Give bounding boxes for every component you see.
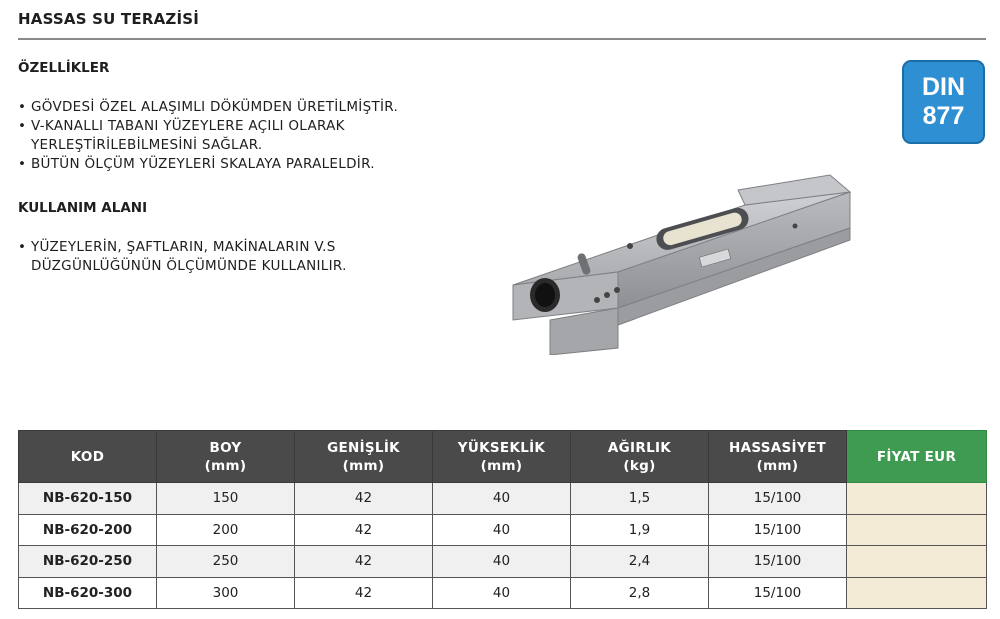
cell-yukseklik: 40: [433, 577, 571, 609]
cell-boy: 150: [157, 483, 295, 515]
column-header-label: FİYAT EUR: [876, 448, 957, 465]
column-header-fiyat: [847, 431, 987, 483]
column-header-label: YÜKSEKLİK: [457, 439, 546, 456]
cell-kod: NB-620-300: [19, 577, 157, 609]
column-header-agirlik: [571, 431, 709, 483]
cell-genislik: 42: [295, 546, 433, 578]
column-header-unit: (mm): [480, 457, 523, 474]
table-row: [19, 483, 987, 515]
cell-agirlik: 2,8: [571, 577, 709, 609]
cell-boy: 300: [157, 577, 295, 609]
cell-agirlik: 2,4: [571, 546, 709, 578]
cell-boy: 250: [157, 546, 295, 578]
cell-yukseklik: 40: [433, 546, 571, 578]
cell-boy: 200: [157, 514, 295, 546]
specification-table: [18, 430, 987, 609]
column-header-label: HASSASİYET: [729, 439, 826, 456]
cell-fiyat: [847, 577, 987, 609]
cell-yukseklik: 40: [433, 514, 571, 546]
column-header-label: GENİŞLİK: [327, 439, 400, 456]
column-header-genislik: [295, 431, 433, 483]
column-header-unit: (mm): [342, 457, 385, 474]
features-heading: ÖZELLİKLER: [18, 60, 110, 76]
features-list: [18, 98, 398, 174]
column-header-label: BOY: [209, 439, 242, 456]
usage-heading: KULLANIM ALANI: [18, 200, 148, 216]
usage-item-continued: DÜZGÜNLÜĞÜNÜN ÖLÇÜMÜNDE KULLANILIR.: [31, 258, 347, 274]
cell-hassasiyet: 15/100: [709, 514, 847, 546]
badge-line-2: 877: [922, 102, 965, 130]
precision-level-icon: [505, 150, 855, 355]
cell-fiyat: [847, 546, 987, 578]
din-877-badge: [902, 60, 985, 144]
usage-item: • YÜZEYLERİN, ŞAFTLARIN, MAKİNALARIN V.S: [18, 238, 347, 257]
cell-hassasiyet: 15/100: [709, 483, 847, 515]
cell-yukseklik: 40: [433, 483, 571, 515]
column-header-hassasiyet: [709, 431, 847, 483]
column-header-unit: (kg): [623, 457, 656, 474]
column-header-unit: (mm): [204, 457, 247, 474]
features-item-continued: YERLEŞTİRİLEBİLMESİNİ SAĞLAR.: [31, 137, 263, 153]
cell-agirlik: 1,9: [571, 514, 709, 546]
cell-kod: NB-620-250: [19, 546, 157, 578]
cell-kod: NB-620-150: [19, 483, 157, 515]
column-header-label: AĞIRLIK: [607, 439, 672, 456]
column-header-kod: [19, 431, 157, 483]
badge-line-1: DIN: [921, 73, 966, 101]
cell-genislik: 42: [295, 577, 433, 609]
column-header-yukseklik: [433, 431, 571, 483]
cell-fiyat: [847, 514, 987, 546]
cell-genislik: 42: [295, 483, 433, 515]
cell-hassasiyet: 15/100: [709, 546, 847, 578]
features-item: • V-KANALLI TABANI YÜZEYLERE AÇILI OLARAK: [18, 117, 398, 136]
cell-hassasiyet: 15/100: [709, 577, 847, 609]
cell-kod: NB-620-200: [19, 514, 157, 546]
features-item: • GÖVDESİ ÖZEL ALAŞIMLI DÖKÜMDEN ÜRETİLMİŞTİR.: [18, 98, 398, 117]
table-row: [19, 546, 987, 578]
table-row: [19, 514, 987, 546]
title-divider: [18, 38, 986, 40]
table-header-row: [19, 431, 987, 483]
table-row: [19, 577, 987, 609]
column-header-label: KOD: [70, 448, 105, 465]
page-title: HASSAS SU TERAZİSİ: [18, 10, 200, 28]
usage-list: [18, 238, 347, 276]
cell-genislik: 42: [295, 514, 433, 546]
column-header-unit: (mm): [756, 457, 799, 474]
cell-fiyat: [847, 483, 987, 515]
cell-agirlik: 1,5: [571, 483, 709, 515]
column-header-boy: [157, 431, 295, 483]
features-item: • BÜTÜN ÖLÇÜM YÜZEYLERİ SKALAYA PARALELDİR.: [18, 155, 398, 174]
